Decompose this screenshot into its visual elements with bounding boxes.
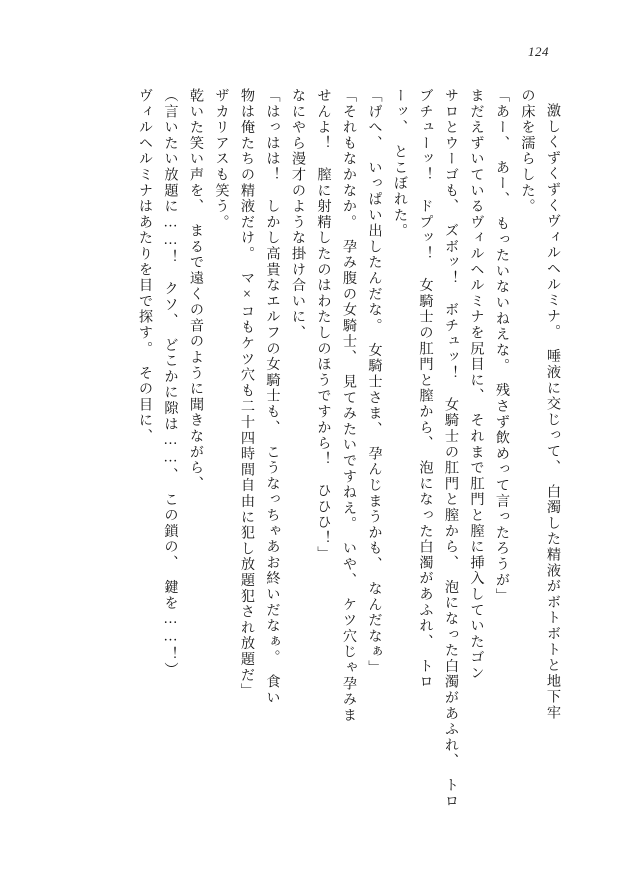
text-line: （言いたい放題に……！ クソ、 どこかに隙は……、 この鎖の、 鍵を……！） [162, 88, 179, 678]
text-line: 「はっはは！ しかし高貴なエルフの女騎士も、 こうなっちゃあお終いだなぁ。 食い [264, 88, 281, 706]
vertical-text-body [48, 88, 565, 830]
text-line: まだえずいているヴィルヘルミナを尻目に、 それまで肛門と膣に挿入していたゴン [468, 88, 485, 682]
text-line: サロとウーゴも、 ズボッ！ ボチュッ！ 女騎士の肛門と膣から、 泡になった白濁があふれ、 トロ [443, 88, 459, 810]
text-line: ーッ、 とこぼれた。 [392, 88, 408, 239]
text-line: 「あー、 あー、 もったいないねえな。 残さず飲めって言ったろうが」 [494, 88, 510, 604]
page-number: 124 [528, 44, 549, 59]
text-line: の床を濡らした。 [519, 88, 536, 215]
text-line: 「げへ、 いっぱい出したんだな。 女騎士さま、 孕んじまうかも、 なんだなぁ」 [366, 88, 383, 676]
text-line: せんよ！ 膣に射精したのはわたしのほうですから！ ひひひ！」 [315, 88, 332, 562]
text-line: 「それもなかなか。 孕み腹の女騎士、 見てみたいですねえ。 いや、 ケツ穴じゃ孕みま [341, 88, 357, 724]
text-line: 物は俺たちの精液だけ。 マ×コもケツ穴も二十四時間自由に犯し放題犯され放題だ」 [239, 88, 255, 699]
text-line: ザカリアスも笑う。 [213, 88, 230, 231]
text-line: なにやら漫才のような掛け合いに、 [290, 88, 306, 341]
text-line: 乾いた笑い声を、 まるで遠くの音のように聞きながら、 [188, 88, 204, 492]
text-line: 激しくずくずくヴィルヘルミナ。 唾液に交じって、 白濁した精液がボトボトと地下牢 [545, 103, 561, 721]
text-line: ブチューッ！ ドプッ！ 女騎士の肛門と膣から、 泡になった白濁があふれ、 トロ [417, 88, 434, 690]
text-line: ヴィルヘルミナはあたりを目で探す。 その目に、 [137, 88, 153, 445]
